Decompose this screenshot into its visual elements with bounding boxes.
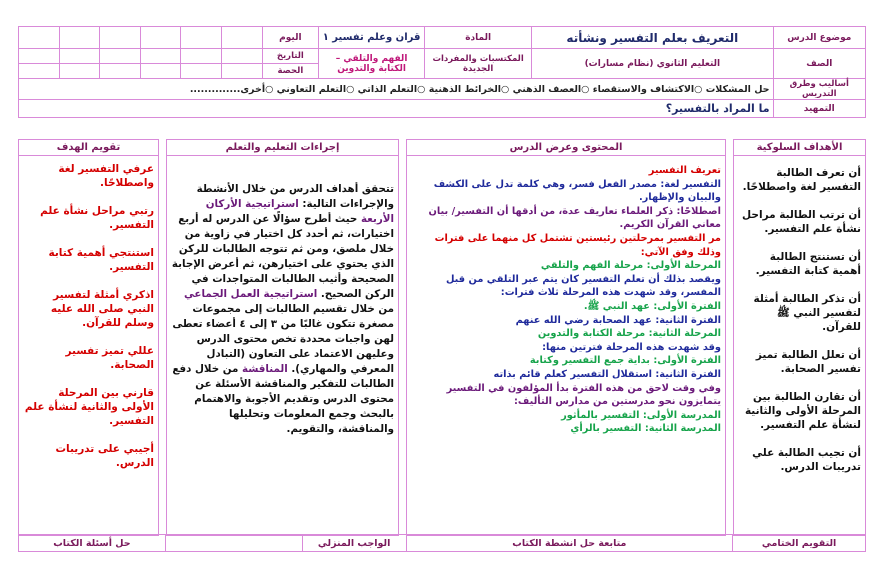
procedure-text: من خلال دفع الطالبات للتفكير والمناقشة الأسئلة عن محتوى الدرس وتقديم الأجوبة والاهتمام بالبحث وجمع المعلومات وتحليلها والمناقشة، والتقويم.: [172, 363, 394, 435]
homework-label: الواجب المنزلي: [302, 535, 406, 552]
content-line: اصطلاحًا: ذكر العلماء تعاريف عدة، من أدقها أن التفسير/ بيان معاني القرآن الكريم.: [428, 205, 721, 231]
grid-cell: [59, 64, 100, 79]
procedures-body: [167, 156, 398, 440]
methods-label: أساليب وطرق التدريس: [773, 79, 865, 100]
grid-cell: [140, 64, 181, 79]
content-line: المرحلة الثانية: مرحلة الكتابة والتدوين: [537, 328, 721, 340]
grid-cell: [59, 49, 100, 64]
period-label: الحصة: [262, 64, 318, 79]
lesson-title: التعريف بعلم التفسير ونشأته: [532, 27, 773, 49]
evaluation-item: عرفي التفسير لغة واصطلاحًا.: [58, 163, 154, 189]
evaluation-item: قارني بين المرحلة الأولى والثانية لنشأة علم التفسير.: [24, 387, 154, 427]
grid-cell: [140, 49, 181, 64]
evaluation-item: اذكري أمثلة لتفسير النبي صلى الله عليه وسلم للقرآن.: [50, 289, 154, 329]
concepts-value: الفهم والتلقي – الكتابة والتدوين: [319, 49, 425, 79]
objectives-head: الأهداف السلوكية: [734, 140, 865, 156]
grade-label: الصف: [773, 49, 865, 79]
final-eval-label: التقويم الختامي: [733, 535, 866, 552]
content-line: المدرسة الأولى: التفسير بالمأثور: [561, 409, 721, 421]
grid-cell: [19, 27, 60, 49]
procedures-head: إجراءات التعليم والتعلم: [167, 140, 398, 156]
grid-cell: [181, 27, 222, 49]
content-line: الفترة الأولى: عهد النبي ﷺ.: [583, 300, 721, 312]
strategy-name: المناقشة: [241, 363, 288, 375]
content-body: [407, 156, 725, 439]
grid-cell: [222, 64, 263, 79]
topic-label: موضوع الدرس: [773, 27, 865, 49]
footer-empty-cell: [165, 535, 302, 552]
content-line: الفترة الثانية: عهد الصحابة رضي الله عنهم: [515, 314, 721, 326]
date-label: التاريخ: [262, 49, 318, 64]
grid-cell: [100, 27, 141, 49]
subject-value: قران وعلم تفسير ١: [319, 27, 425, 49]
evaluation-item: رتبي مراحل نشأة علم التفسير.: [40, 205, 154, 231]
evaluation-head: تقويم الهدف: [19, 140, 158, 156]
grid-cell: [19, 64, 60, 79]
objectives-list: [734, 156, 865, 491]
content-head: المحتوى وعرض الدرس: [407, 140, 725, 156]
main-grid: [18, 139, 866, 536]
grid-cell: [19, 49, 60, 64]
strategy-name: استراتيجية الأركان الأربعة: [205, 198, 394, 225]
objective-item: أن تعرف الطالبة التفسير لغة واصطلاحًا.: [742, 167, 861, 193]
content-line: المرحلة الأولى: مرحلة الفهم والتلقي: [540, 260, 721, 272]
intro-value: ما المراد بالتفسير؟: [19, 100, 774, 118]
content-line: وقد شهدت هذه المرحلة فترتين منها:: [542, 341, 721, 353]
content-line: ويقصد بذلك أن تعلم التفسير كان يتم عبر التلقي من قبل المفسر، وقد شهدت هذه المرحلة ثلاث فترات:: [445, 273, 721, 299]
grid-cell: [100, 49, 141, 64]
objective-item: أن تقارن الطالبة بين المرحلة الأولى والثانية لنشأة علم التفسير.: [744, 391, 861, 431]
objective-item: أن تجيب الطالبة علي تدريبات الدرس.: [752, 447, 861, 473]
objectives-column: [733, 139, 866, 536]
header-table: [18, 26, 866, 118]
follow-up-label: متابعة حل انشطة الكتاب: [406, 535, 733, 552]
grid-cell: [181, 49, 222, 64]
strategy-name: استراتيجية العمل الجماعي: [184, 288, 318, 300]
procedure-text: من خلال تقسيم الطالبات إلى مجموعات مصغرة تتكون غالبًا من ٣ إلى ٤ أعضاء تعطى لهن واجبات محددة تخص محتوى الدرس وعليهن الاعتماد على التعاون (التبادل المعرفي والمهاري).: [172, 303, 394, 375]
evaluation-item: أجيبي على تدريبات الدرس.: [55, 443, 154, 469]
evaluation-item: عللي تميز تفسير الصحابة.: [65, 345, 154, 371]
evaluation-column: [18, 139, 159, 536]
grid-cell: [100, 64, 141, 79]
content-line: وفي وقت لاحق من هذه الفترة بدأ المؤلفون في التفسير يتمايزون نحو مدرستين من مدارس التأليف:: [446, 382, 721, 408]
content-line: الفترة الثانية: استقلال التفسير كعلم قائم بذاته: [493, 368, 721, 380]
subject-label: المادة: [425, 27, 532, 49]
evaluation-list: [19, 156, 158, 487]
day-label: اليوم: [262, 27, 318, 49]
grid-cell: [222, 49, 263, 64]
content-line: مر التفسير بمرحلتين رئيستين تشتمل كل منهما على فترات وذلك وفق الآتي:: [434, 232, 721, 258]
footer-table: [18, 534, 866, 552]
objective-item: أن تذكر الطالبة أمثلة لتفسير النبي ﷺ للقرآن.: [753, 293, 861, 333]
book-questions-label: حل أسئلة الكتاب: [19, 535, 166, 552]
grid-cell: [181, 64, 222, 79]
methods-value: حل المشكلات ○الاكتشاف والاستقصاء ○العصف الذهني ○الخرائط الذهنية ○التعلم الذاتي ○التعلم التعاوني ○أخرى..............: [19, 79, 774, 100]
procedures-column: [166, 139, 399, 536]
content-line: المدرسة الثانية: التفسير بالرأي: [570, 423, 721, 435]
procedure-text: تتحقق أهداف الدرس من خلال الأنشطة والإجراءات التالية:: [196, 183, 394, 210]
objective-item: أن تستنتج الطالبة أهمية كتابة التفسير.: [755, 251, 861, 277]
evaluation-item: استنتجي أهمية كتابة التفسير.: [48, 247, 154, 273]
grid-cell: [222, 27, 263, 49]
content-line: الفترة الأولى: بداية جمع التفسير وكتابة: [529, 355, 721, 367]
grid-cell: [59, 27, 100, 49]
grade-value: التعليم الثانوي (نظام مسارات): [532, 49, 773, 79]
lesson-plan: [18, 26, 866, 554]
intro-label: التمهيد: [773, 100, 865, 118]
content-line: التفسير لغة: مصدر الفعل فسر، وهي كلمة تدل على الكشف والبيان والإظهار.: [433, 178, 721, 204]
content-column: [406, 139, 726, 536]
concepts-label: المكتسبات والمفردات الجديدة: [425, 49, 532, 79]
procedure-text: حيث أطرح سؤالًا عن الدرس له أربع اختيارات، ثم أحدد كل اختيار في زاوية من خلال ملصق، ومن ثم تتوجه الطالبات للركن الذي يحتوي على اختيارهن، ثم أعرض الإجابة الصحيحة وأثيب الطالبات المتواجدات في الركن الصحيح.: [171, 213, 394, 300]
content-line: تعريف التفسير: [648, 165, 721, 176]
grid-cell: [140, 27, 181, 49]
objective-item: أن ترتب الطالبة مراحل نشأة علم التفسير.: [742, 209, 861, 235]
objective-item: أن تعلل الطالبة تميز تفسير الصحابة.: [755, 349, 861, 375]
